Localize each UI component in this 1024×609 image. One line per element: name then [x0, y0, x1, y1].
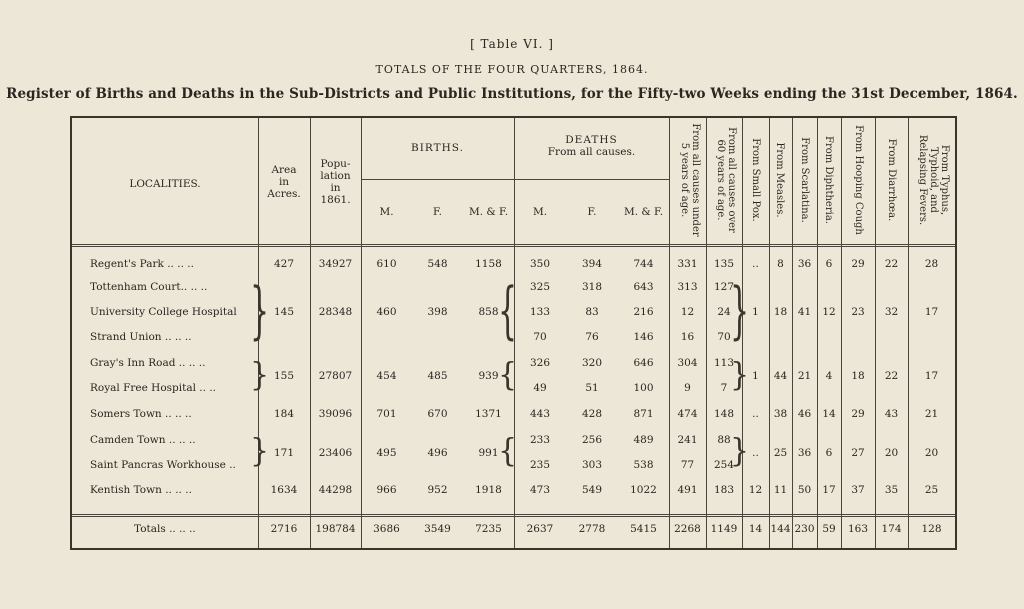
- cell-ty: 28: [924, 258, 939, 270]
- group-cell-pop: 23406: [318, 446, 353, 459]
- row-locality: Strand Union .. .. ..: [90, 331, 192, 343]
- total-cell-df: 2778: [578, 523, 606, 535]
- totals-rule: [72, 514, 955, 517]
- cell-ho: 37: [851, 484, 865, 496]
- cell-dmf: 100: [633, 382, 654, 394]
- cell-dmf: 744: [633, 258, 654, 270]
- cell-df: 394: [581, 258, 603, 270]
- group-cell-ho: 27: [851, 446, 865, 459]
- header-births: BIRTHS.: [411, 142, 464, 154]
- cell-sp: ..: [752, 258, 759, 270]
- group-cell-bf: 485: [427, 369, 448, 382]
- totals-label: Totals .. .. ..: [134, 523, 196, 535]
- cell-dmf: 146: [633, 331, 654, 343]
- cell-df: 51: [585, 382, 599, 394]
- total-cell-area: 2716: [270, 523, 298, 535]
- cell-ty: 21: [924, 408, 939, 420]
- cell-df: 83: [585, 306, 599, 318]
- cell-o60: 70: [717, 331, 731, 343]
- cell-dr: 35: [884, 484, 899, 496]
- group-cell-bm: 460: [376, 306, 397, 318]
- cell-dm: 350: [529, 258, 551, 270]
- cell-bm: 966: [376, 484, 397, 496]
- cell-dr: 22: [884, 258, 899, 270]
- cell-bf: 952: [427, 484, 448, 496]
- total-cell-sp: 14: [748, 523, 763, 535]
- group-brace: {: [498, 356, 518, 395]
- header-births-mf: M. & F.: [468, 206, 509, 218]
- group-brace: }: [730, 356, 750, 395]
- group-cell-ho: 23: [851, 306, 865, 318]
- header-deaths: DEATHS From all causes.: [547, 134, 636, 158]
- header-over60: From all causes over 60 years of age.: [715, 127, 737, 233]
- cell-df: 318: [581, 281, 603, 293]
- group-cell-pop: 27807: [318, 369, 353, 382]
- cell-ho: 29: [851, 408, 865, 420]
- cell-pop: 34927: [318, 258, 353, 270]
- cell-dm: 70: [533, 331, 547, 343]
- header-deaths-f: F.: [587, 206, 597, 218]
- header-deaths-m: M.: [532, 206, 548, 218]
- total-cell-bmf: 7235: [475, 523, 502, 535]
- statistics-table: [70, 116, 957, 550]
- cell-dmf: 489: [633, 434, 654, 446]
- cell-dm: 473: [529, 484, 551, 496]
- cell-dm: 235: [529, 459, 551, 471]
- row-locality: Kentish Town .. .. ..: [90, 484, 192, 496]
- cell-ty: 25: [924, 484, 939, 496]
- cell-area: 1634: [270, 484, 298, 496]
- group-cell-area: 145: [273, 306, 295, 318]
- header-scarlatina: From Scarlatina.: [799, 137, 810, 223]
- cell-sc: 50: [797, 484, 812, 496]
- group-cell-bf: 496: [427, 446, 448, 459]
- table-subtitle: TOTALS OF THE FOUR QUARTERS, 1864.: [375, 63, 649, 76]
- total-cell-dm: 2637: [526, 523, 554, 535]
- cell-di: 6: [825, 258, 833, 270]
- group-cell-bm: 454: [376, 369, 397, 382]
- cell-u5: 16: [680, 331, 695, 343]
- cell-pop: 39096: [318, 408, 353, 420]
- cell-u5: 304: [677, 357, 698, 369]
- total-cell-bf: 3549: [424, 523, 451, 535]
- cell-o60: 24: [717, 306, 731, 318]
- group-cell-sc: 21: [797, 369, 812, 382]
- group-cell-di: 12: [822, 306, 836, 318]
- cell-bm: 701: [376, 408, 397, 420]
- group-cell-ty: 17: [924, 306, 939, 318]
- group-cell-ho: 18: [851, 369, 865, 382]
- total-cell-me: 144: [770, 523, 791, 535]
- header-area: Area in Acres.: [267, 164, 301, 200]
- row-locality: Somers Town .. .. ..: [90, 408, 192, 420]
- deaths-subrule: [515, 179, 669, 180]
- group-cell-me: 18: [773, 306, 788, 318]
- cell-o60: 88: [717, 434, 731, 446]
- group-cell-sp: 1: [752, 306, 759, 318]
- total-cell-u5: 2268: [674, 523, 701, 535]
- cell-df: 320: [581, 357, 603, 369]
- cell-o60: 7: [720, 382, 728, 394]
- cell-u5: 331: [677, 258, 698, 270]
- total-cell-sc: 230: [794, 523, 815, 535]
- total-cell-ho: 163: [847, 523, 869, 535]
- header-under5: From all causes under 5 years of age.: [679, 123, 701, 237]
- group-cell-dr: 22: [884, 369, 899, 382]
- group-cell-pop: 28348: [318, 306, 353, 318]
- group-cell-area: 155: [273, 369, 295, 382]
- cell-dm: 233: [529, 434, 551, 446]
- group-cell-ty: 20: [924, 446, 939, 459]
- group-brace: }: [250, 356, 270, 395]
- header-births-m: M.: [379, 206, 394, 218]
- cell-dm: 325: [529, 281, 551, 293]
- group-cell-bmf: 858: [478, 306, 499, 318]
- group-cell-area: 171: [273, 446, 295, 459]
- header-rule: [72, 244, 955, 247]
- cell-dmf: 1022: [630, 484, 657, 496]
- cell-bm: 610: [376, 258, 397, 270]
- cell-di: 14: [822, 408, 836, 420]
- total-cell-pop: 198784: [315, 523, 356, 535]
- cell-df: 428: [581, 408, 603, 420]
- births-subrule: [362, 179, 514, 180]
- cell-dmf: 643: [633, 281, 654, 293]
- cell-sp: 12: [748, 484, 763, 496]
- header-deaths-mf: M. & F.: [623, 206, 664, 218]
- cell-df: 256: [581, 434, 603, 446]
- cell-me: 11: [773, 484, 788, 496]
- group-brace: {: [498, 275, 518, 349]
- cell-bmf: 1371: [475, 408, 502, 420]
- cell-ho: 29: [851, 258, 865, 270]
- group-cell-sc: 36: [797, 446, 812, 459]
- cell-u5: 9: [684, 382, 691, 394]
- cell-df: 76: [585, 331, 599, 343]
- header-hooping: From Hooping Cough: [853, 125, 864, 235]
- cell-dmf: 538: [633, 459, 654, 471]
- group-brace: }: [250, 432, 270, 471]
- cell-o60: 183: [713, 484, 735, 496]
- header-births-f: F.: [433, 206, 442, 218]
- cell-dmf: 216: [633, 306, 654, 318]
- cell-dm: 133: [529, 306, 551, 318]
- group-brace: }: [730, 432, 750, 471]
- cell-sc: 36: [797, 258, 812, 270]
- group-cell-bm: 495: [376, 446, 397, 459]
- group-cell-dr: 32: [884, 306, 899, 318]
- group-cell-dr: 20: [884, 446, 899, 459]
- table-title: Register of Births and Deaths in the Sub-Districts and Public Institutions, for the Fifty-two Weeks ending the 31st December, 1864.: [6, 86, 1018, 102]
- cell-dm: 49: [533, 382, 547, 394]
- cell-u5: 491: [677, 484, 698, 496]
- group-cell-bmf: 991: [478, 446, 499, 459]
- cell-dmf: 871: [633, 408, 654, 420]
- cell-di: 17: [822, 484, 836, 496]
- cell-o60: 127: [713, 281, 735, 293]
- row-locality: Tottenham Court.. .. ..: [90, 281, 208, 293]
- group-cell-bmf: 939: [478, 369, 499, 382]
- group-cell-sc: 41: [797, 306, 812, 318]
- header-smallpox: From Small Pox.: [750, 138, 761, 222]
- total-cell-di: 59: [822, 523, 836, 535]
- cell-me: 38: [773, 408, 788, 420]
- header-localities: LOCALITIES.: [129, 178, 201, 190]
- cell-df: 549: [581, 484, 603, 496]
- cell-o60: 254: [713, 459, 735, 471]
- total-cell-ty: 128: [921, 523, 942, 535]
- row-locality: Gray's Inn Road .. .. ..: [90, 357, 206, 369]
- cell-u5: 77: [680, 459, 695, 471]
- cell-o60: 148: [713, 408, 735, 420]
- header-population: Popu- lation in 1861.: [320, 158, 351, 206]
- cell-u5: 241: [677, 434, 698, 446]
- group-cell-di: 4: [825, 369, 833, 382]
- total-cell-bm: 3686: [373, 523, 400, 535]
- cell-o60: 135: [713, 258, 735, 270]
- header-diphtheria: From Diphtheria.: [823, 136, 834, 224]
- cell-sc: 46: [797, 408, 812, 420]
- cell-dr: 43: [884, 408, 899, 420]
- row-locality: Saint Pancras Workhouse ..: [90, 459, 236, 471]
- cell-dm: 443: [529, 408, 551, 420]
- cell-bf: 670: [427, 408, 448, 420]
- group-cell-ty: 17: [924, 369, 939, 382]
- cell-dmf: 646: [633, 357, 654, 369]
- cell-pop: 44298: [318, 484, 353, 496]
- group-brace: }: [250, 275, 270, 349]
- group-cell-me: 44: [773, 369, 788, 382]
- cell-area: 427: [273, 258, 295, 270]
- cell-area: 184: [273, 408, 295, 420]
- group-cell-sp: ..: [752, 446, 759, 459]
- header-measles: From Measles.: [774, 142, 785, 218]
- table-label: [ Table VI. ]: [470, 37, 554, 51]
- row-locality: Royal Free Hospital .. ..: [90, 382, 216, 394]
- row-locality: University College Hospital: [90, 306, 237, 318]
- group-brace: {: [498, 432, 518, 471]
- cell-sp: ..: [752, 408, 759, 420]
- row-locality: Camden Town .. .. ..: [90, 434, 196, 446]
- group-brace: }: [730, 275, 750, 349]
- cell-bmf: 1158: [475, 258, 502, 270]
- cell-bmf: 1918: [475, 484, 502, 496]
- total-cell-dr: 174: [881, 523, 902, 535]
- cell-dm: 326: [529, 357, 551, 369]
- group-cell-sp: 1: [752, 369, 759, 382]
- cell-u5: 474: [677, 408, 698, 420]
- cell-u5: 313: [677, 281, 698, 293]
- group-cell-bf: 398: [427, 306, 448, 318]
- cell-df: 303: [581, 459, 603, 471]
- total-cell-dmf: 5415: [630, 523, 657, 535]
- header-diarrhoea: From Diarrhœa.: [886, 138, 897, 222]
- cell-bf: 548: [427, 258, 448, 270]
- cell-o60: 113: [713, 357, 735, 369]
- group-cell-me: 25: [773, 446, 788, 459]
- group-cell-di: 6: [825, 446, 833, 459]
- row-locality: Regent's Park .. .. ..: [90, 258, 194, 270]
- cell-u5: 12: [680, 306, 695, 318]
- total-cell-o60: 1149: [710, 523, 738, 535]
- header-typhus: From Typhus, Typhoid, and Relapsing Fevers.: [917, 134, 950, 226]
- cell-me: 8: [777, 258, 784, 270]
